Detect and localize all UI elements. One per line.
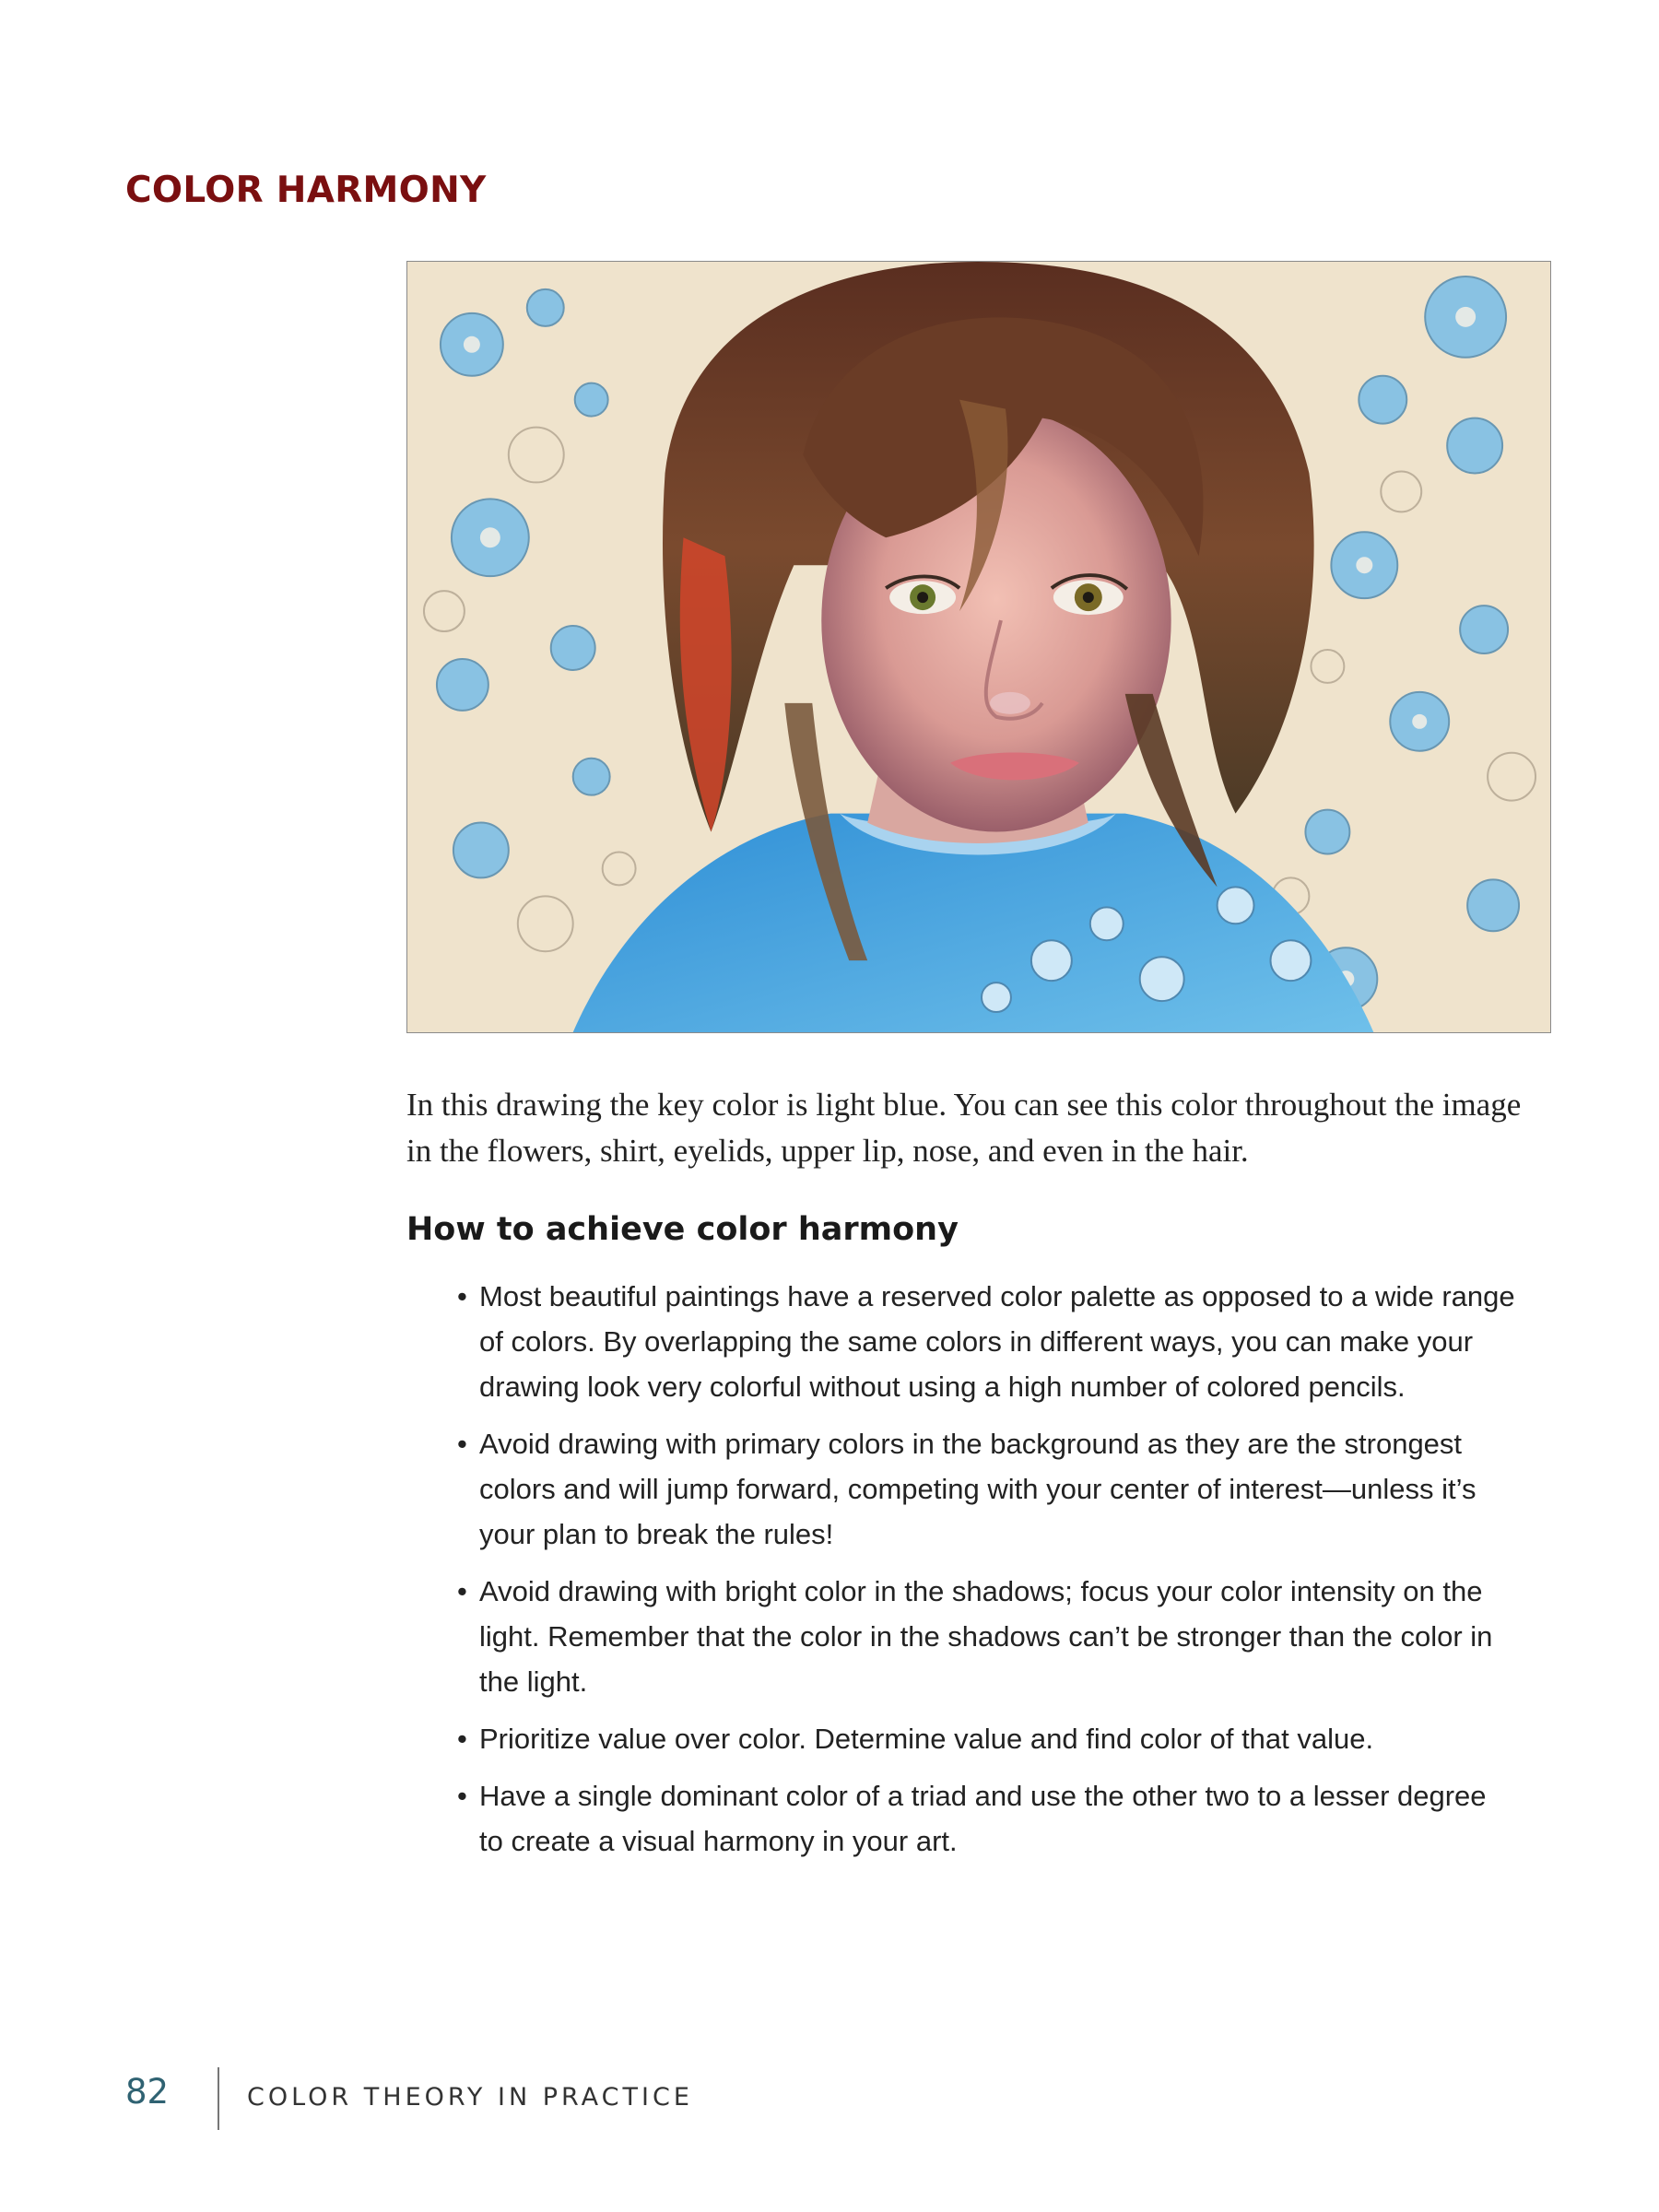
section-title: COLOR HARMONY — [125, 170, 487, 211]
list-item-text: Avoid drawing with primary colors in the background as they are the strongest colors and will jump forward, competing with your center of interest—unless it’s your plan to break the rules! — [479, 1428, 1477, 1550]
list-item — [457, 1773, 1517, 1864]
portrait-illustration — [406, 261, 1551, 1033]
section-heading: How to achieve color harmony — [406, 1211, 959, 1248]
footer-divider — [218, 2067, 219, 2130]
bullet-icon: • — [457, 1280, 467, 1312]
list-item-text: Have a single dominant color of a triad and use the other two to a lesser degree to create a visual harmony in your art. — [479, 1780, 1487, 1857]
bullet-icon: • — [457, 1780, 467, 1812]
list-item — [457, 1716, 1517, 1761]
list-item — [457, 1421, 1517, 1557]
list-item-text: Avoid drawing with bright color in the shadows; focus your color intensity on the light. Remember that the color in the shadows can’t be stronger than the color in the light. — [479, 1575, 1493, 1698]
page-number: 82 — [125, 2072, 170, 2112]
figure-caption: In this drawing the key color is light blue. You can see this color throughout the image in the flowers, shirt, eyelids, upper lip, nose, and even in the hair. — [406, 1087, 1522, 1169]
list-item — [457, 1569, 1517, 1704]
bullet-icon: • — [457, 1575, 467, 1607]
list-item — [457, 1274, 1517, 1409]
list-item-text: Prioritize value over color. Determine value and find color of that value. — [479, 1723, 1374, 1755]
list-item-text: Most beautiful paintings have a reserved color palette as opposed to a wide range of colors. By overlapping the same colors in different ways, you can make your drawing look very colorful without using a high number of colored pencils. — [479, 1280, 1515, 1403]
bullet-icon: • — [457, 1428, 467, 1460]
running-title: COLOR THEORY IN PRACTICE — [247, 2083, 693, 2112]
illustration-graphic — [407, 262, 1550, 1032]
tips-list — [457, 1274, 1517, 1876]
bullet-icon: • — [457, 1723, 467, 1755]
